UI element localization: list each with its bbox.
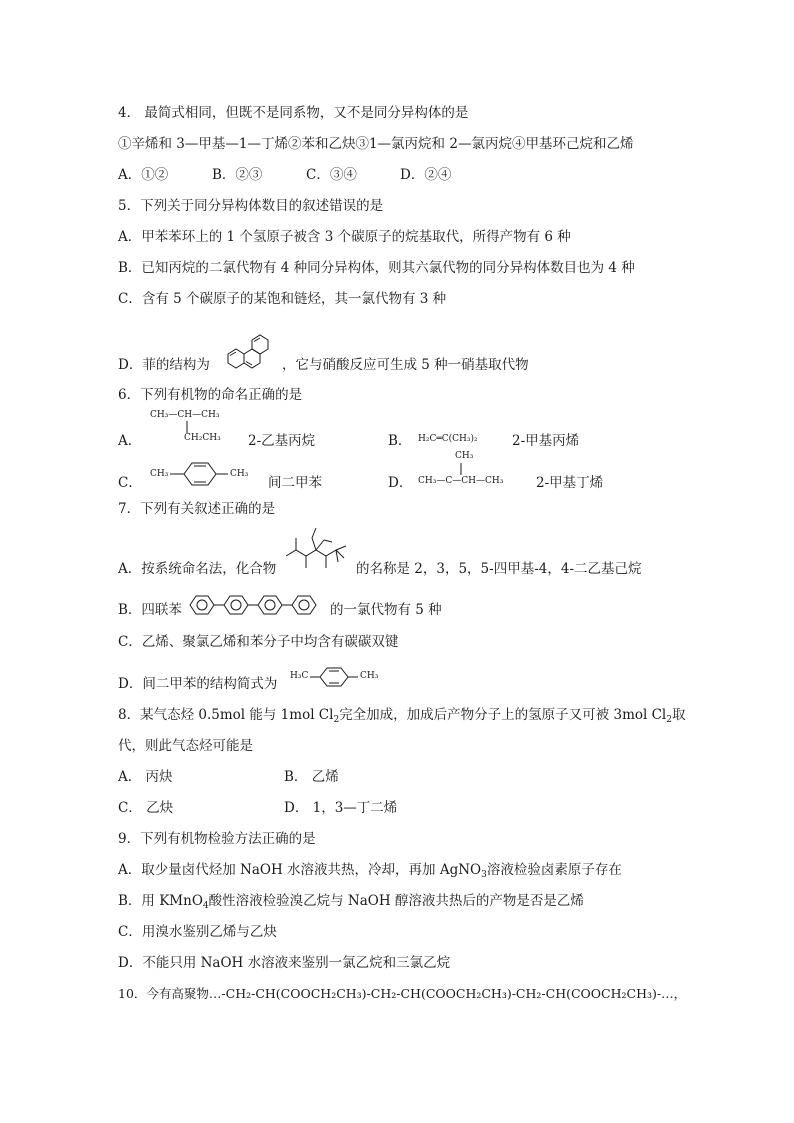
q8-stem-sub2: 2 [666,715,672,725]
q6-b-formula: H₂C═C(CH₃)₂ [418,434,478,444]
q9-option-a [118,861,622,884]
q6-option-d-label: D． [388,475,413,491]
q7-d-benzene-ring [310,664,366,690]
q8-stem-line1 [118,706,686,729]
q6-stem: 6．下列有机物的命名正确的是 [118,387,303,403]
q6-option-b-label: B． [388,433,412,449]
q4-stem: 4． 最简式相同，但既不是同系物，又不是同分异构体的是 [118,105,469,121]
q6-option-a-name: 2-乙基丙烷 [248,433,316,449]
q5-option-a: A．甲苯苯环上的 1 个氢原子被含 3 个碳原子的烷基取代，所得产物有 6 种 [118,229,571,245]
q7-option-d-prefix: D．间二甲苯的结构简式为 [118,676,278,692]
q8-option-d: D． 1，3—丁二烯 [284,800,398,816]
q6-d-methyl: CH₃ [455,451,474,461]
q6-option-b-name: 2-甲基丙烯 [512,433,580,449]
q10-stem: 10．今有高聚物…-CH₂-CH(COOCH₂CH₃)-CH₂-CH(COOCH₂CH₃)-CH₂-CH(COOCH₂CH₃)-…， [118,986,687,1001]
q6-d-formula: CH₃—C—CH—CH₃ [418,476,504,486]
q5-option-d-suffix: ，它与硝酸反应可生成 5 种一硝基取代物 [282,357,529,373]
q8-stem-part2: 完全加成，加成后产物分子上的氢原子又可被 3mol Cl [339,707,667,723]
quaterphenyl-structure [188,593,328,617]
q9-a-sub: 3 [481,870,487,880]
q4-option-b: B．②③ [212,167,263,183]
q8-stem-sub1: 2 [333,715,340,725]
q8-option-c: C． 乙炔 [118,800,174,816]
q7-d-right-methyl: CH₃ [360,671,379,681]
q5-option-c: C．含有 5 个碳原子的某饱和链烃，其一氯代物有 3 种 [118,291,447,307]
q7-option-b-suffix: 的一氯代物有 5 种 [330,602,442,618]
q9-stem: 9．下列有机物检验方法正确的是 [118,831,316,847]
q9-b-sub: 4 [202,901,209,911]
q7-stem: 7．下列有关叙述正确的是 [118,501,276,517]
q5-option-d-prefix: D．菲的结构为 [118,357,210,373]
q4-items: ①辛烯和 3—甲基—1—丁烯②苯和乙炔③1—氯丙烷和 2—氯丙烷④甲基环己烷和乙烯 [118,136,634,152]
q7-option-a-prefix: A．按系统命名法，化合物 [118,561,277,577]
q9-a-part1: A．取少量卤代烃加 NaOH 水溶液共热，冷却，再加 AgNO [118,862,482,878]
q7-option-b-prefix: B．四联苯 [118,602,182,618]
phenanthrene-structure [216,316,278,372]
q7-a-skeletal-structure [284,526,354,576]
q6-option-c-label: C． [118,475,142,491]
q6-option-d-name: 2-甲基丁烯 [536,475,604,491]
q6-a-branch-bond [186,421,188,433]
q7-option-c: C．乙烯、聚氯乙烯和苯分子中均含有碳碳双键 [118,634,399,650]
q8-stem-part3: 取 [672,707,686,723]
q4-option-a: A．①② [118,167,169,183]
q5-option-b: B．已知丙烷的二氯代物有 4 种同分异构体，则其六氯代物的同分异构体数目也为 4 种 [118,260,635,276]
q6-d-branch-bond [460,463,462,475]
q8-stem-line2: 代，则此气态烃可能是 [118,738,253,754]
q8-option-a: A． 丙炔 [118,769,173,785]
q8-stem-part1: 8．某气态烃 0.5mol 能与 1mol Cl [118,707,334,723]
q8-option-b: B． 乙烯 [284,769,339,785]
q9-a-part2: 溶液检验卤素原子存在 [486,862,622,878]
q9-option-c: C．用溴水鉴别乙烯与乙炔 [118,924,277,940]
q6-option-a-label: A． [118,433,142,449]
q4-option-d: D．②④ [400,167,452,183]
q6-a-branch: CH₂CH₃ [184,433,221,443]
q6-a-main-chain: CH₃—CH—CH₃ [150,410,220,420]
q6-option-c-name: 间二甲苯 [268,475,322,491]
q4-option-c: C．③④ [306,167,357,183]
q9-b-part2: 酸性溶液检验溴乙烷与 NaOH 醇溶液共热后的产物是否是乙烯 [208,893,584,909]
q9-option-d: D．不能只用 NaOH 水溶液来鉴别一氯乙烷和三氯乙烷 [118,955,451,971]
q5-stem: 5．下列关于同分异构体数目的叙述错误的是 [118,198,384,214]
q6-c-left-methyl: CH₃ [150,469,169,479]
q9-b-part1: B．用 KMnO [118,893,203,909]
q7-d-left-methyl: H₃C [290,671,309,681]
q7-option-a-suffix: 的名称是 2，3，5，5-四甲基-4，4-二乙基己烷 [356,561,642,577]
q9-option-b [118,892,584,915]
q6-c-right-methyl: CH₃ [230,469,249,479]
